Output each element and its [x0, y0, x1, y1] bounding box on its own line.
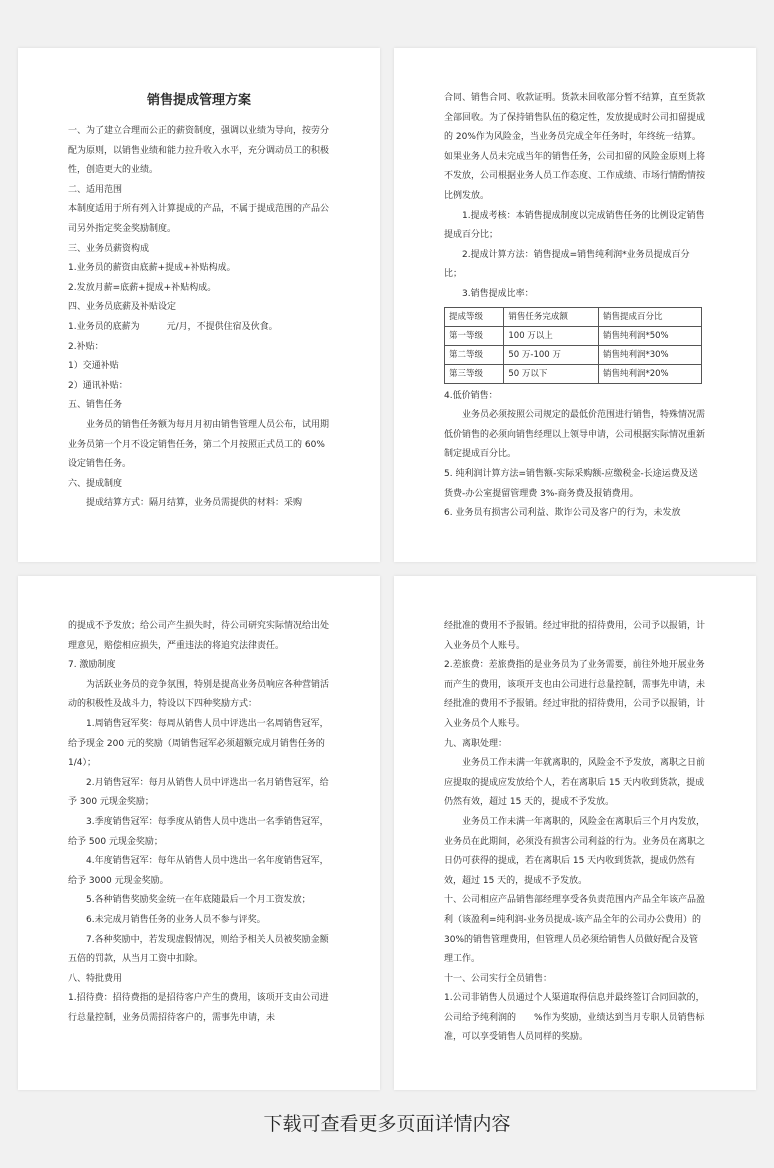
paragraph: 1.周销售冠军奖：每周从销售人员中评选出一名周销售冠军，给予现金 200 元的奖励（周销售冠军必须超额完成月销售任务的 1/4）； [68, 718, 329, 769]
page-content [444, 48, 706, 524]
section-heading: 五、销售任务 [68, 400, 123, 411]
section-heading: 三、业务员薪资构成 [68, 243, 150, 254]
paragraph: 业务员必须按照公司规定的最低价范围进行销售，特殊情况需低价销售的必须向销售经理以上领导申请，公司根据实际情况重新制定提成百分比。 [444, 410, 706, 460]
paragraph: 4.低价销售： [444, 390, 498, 401]
paragraph: 2）通讯补贴： [68, 380, 128, 391]
section-heading: 二、适用范围 [68, 184, 123, 195]
download-more-link[interactable]: 下载可查看更多页面详情内容 [263, 1113, 511, 1135]
section-heading: 六、提成制度 [68, 478, 123, 489]
table-cell: 100 万以上 [504, 326, 599, 345]
section-heading: 九、离职处理： [444, 738, 508, 749]
paragraph: 业务员工作未满一年离职的，风险金在离职后三个月内发放，业务员在此期间，必须没有损害公司利益的行为。业务员在离职之日仍可获得的提成，若在离职后 15 天内收到货款，提成仍然有效，超过 15 天的，提成不予发放。 [444, 816, 706, 886]
paragraph: 为活跃业务员的竞争氛围，特别是提高业务员响应各种营销活动的积极性及战斗力，特设以下四种奖励方式： [68, 679, 330, 710]
paragraph: 5. 纯利润计算方法=销售额-实际采购额-应缴税金-长途运费及送货费-办公室提留管理费 3%-商务费及报销费用。 [444, 468, 698, 499]
paragraph: 4.年度销售冠军：每年从销售人员中选出一名年度销售冠军，给予 3000 元现金奖励。 [68, 856, 329, 886]
table-cell: 销售纯利润*20% [598, 364, 701, 383]
paragraph: 6. 业务员有损害公司利益、欺诈公司及客户的行为，未发放 [444, 508, 681, 519]
table-cell: 销售纯利润*50% [598, 326, 701, 345]
table-row [445, 364, 702, 383]
paragraph: 提成结算方式：隔月结算，业务员需提供的材料：采购 [86, 498, 303, 509]
table-header-row [445, 307, 702, 326]
paragraph: 1.提成考核：本销售提成制度以完成销售任务的比例设定销售提成百分比； [444, 210, 705, 241]
page-content [68, 576, 330, 1028]
table-cell: 第三等级 [445, 364, 504, 383]
document-page-2 [394, 48, 756, 562]
paragraph: 2.差旅费：差旅费指的是业务员为了业务需要，前往外地开展业务而产生的费用，该项开支也由公司进行总量控制，需事先申请，未经批准的费用不予报销。经过审批的招待费用，公司予以报销，计入业务员个人账号。 [444, 660, 706, 729]
table-cell: 销售纯利润*30% [598, 345, 701, 364]
paragraph: 3.季度销售冠军：每季度从销售人员中选出一名季销售冠军，给予 500 元现金奖励； [68, 816, 329, 847]
table-header-cell: 提成等级 [445, 307, 504, 326]
table-cell: 50 万-100 万 [504, 345, 599, 364]
document-page-3 [18, 576, 380, 1090]
document-page-4 [394, 576, 756, 1090]
table-header-cell: 销售任务完成额 [504, 307, 599, 326]
paragraph: 7.各种奖励中，若发现虚假情况，则给予相关人员被奖励金额五倍的罚款，从当月工资中扣除。 [68, 934, 329, 965]
paragraph: 2.补贴： [68, 341, 104, 352]
paragraph: 本制度适用于所有列入计算提成的产品，不属于提成范围的产品公司另外指定奖金奖励制度。 [68, 204, 330, 234]
paragraph: 1.业务员的薪资由底薪+提成+补贴构成。 [68, 263, 236, 274]
table-row [445, 326, 702, 345]
section-heading: 7. 激励制度 [68, 660, 116, 671]
document-title: 销售提成管理方案 [146, 93, 251, 108]
paragraph: 2.提成计算方法：销售提成=销售纯利润*业务员提成百分比； [444, 249, 690, 280]
paragraph: 2.月销售冠军：每月从销售人员中评选出一名月销售冠军，给予 300 元现金奖励； [68, 777, 329, 808]
paragraph: 合同、销售合同、收款证明。货款未回收部分暂不结算，直至货款全部回收。为了保持销售队伍的稳定性，发放提成时公司扣留提成的 20%作为风险金，当业务员完成全年任务时，年终统一结算。如果业务人员未完成当年的销售任务，公司扣留的风险金原则上将不发放，公司根据业务人员工作态度、工作成绩、市场行情酌情按比例发放。 [444, 93, 706, 201]
paragraph: 6.未完成月销售任务的业务人员不参与评奖。 [86, 914, 266, 925]
paragraph: 业务员工作未满一年就离职的，风险金不予发放，离职之日前应提取的提成应发放给个人，若在离职后 15 天内收到货款，提成仍然有效，超过 15 天的，提成不予发放。 [444, 758, 706, 808]
section-heading: 八、特批费用 [68, 973, 123, 984]
paragraph: 3.销售提成比率： [462, 288, 534, 299]
paragraph: 一、为了建立合理而公正的薪资制度，强调以业绩为导向，按劳分配为原则，以销售业绩和能力拉升收入水平，充分调动员工的积极性，创造更大的业绩。 [68, 126, 330, 176]
paragraph: 1.公司非销售人员通过个人渠道取得信息并最终签订合同回款的，公司给予纯利润的 %作为奖励，业绩达到当月专职人员销售标准，可以享受销售人员同样的奖励。 [444, 993, 705, 1043]
paragraph: 1.招待费：招待费指的是招待客户产生的费用，该项开支由公司进行总量控制，业务员需招待客户的，需事先申请，未 [68, 993, 329, 1023]
paragraph: 的提成不予发放；给公司产生损失时，待公司研究实际情况给出处理意见，赔偿相应损失，严重违法的将追究法律责任。 [68, 621, 330, 651]
paragraph: 2.发放月薪=底薪+提成+补贴构成。 [68, 282, 217, 293]
paragraph: 1）交通补贴 [68, 361, 119, 372]
paragraph: 业务员的销售任务额为每月月初由销售管理人员公布，试用期业务员第一个月不设定销售任务，第二个月按照正式员工的 60%设定销售任务。 [68, 419, 330, 470]
commission-rate-table [444, 307, 702, 384]
table-header-cell: 销售提成百分比 [598, 307, 701, 326]
document-page-1 [18, 48, 380, 562]
paragraph: 5.各种销售奖励奖金统一在年底随最后一个月工资发放； [86, 895, 311, 906]
section-heading: 四、业务员底薪及补贴设定 [68, 302, 177, 313]
table-cell: 50 万以下 [504, 364, 599, 383]
page-content [68, 122, 330, 514]
paragraph: 1.业务员的底薪为 元/月，不提供住宿及伙食。 [68, 321, 278, 332]
page-content [444, 576, 706, 1048]
table-row [445, 345, 702, 364]
section-heading: 十一、公司实行全员销售： [444, 973, 553, 984]
paragraph: 十、公司相应产品销售部经理享受各负责范围内产品全年该产品盈利（该盈利=纯利润-业务员提成-该产品全年的公司办公费用）的 30%的销售管理费用，但管理人员必须给销售人员做好配合及管理工作。 [444, 895, 706, 965]
table-cell: 第二等级 [445, 345, 504, 364]
table-cell: 第一等级 [445, 326, 504, 345]
paragraph: 经批准的费用不予报销。经过审批的招待费用，公司予以报销，计入业务员个人账号。 [444, 621, 706, 651]
